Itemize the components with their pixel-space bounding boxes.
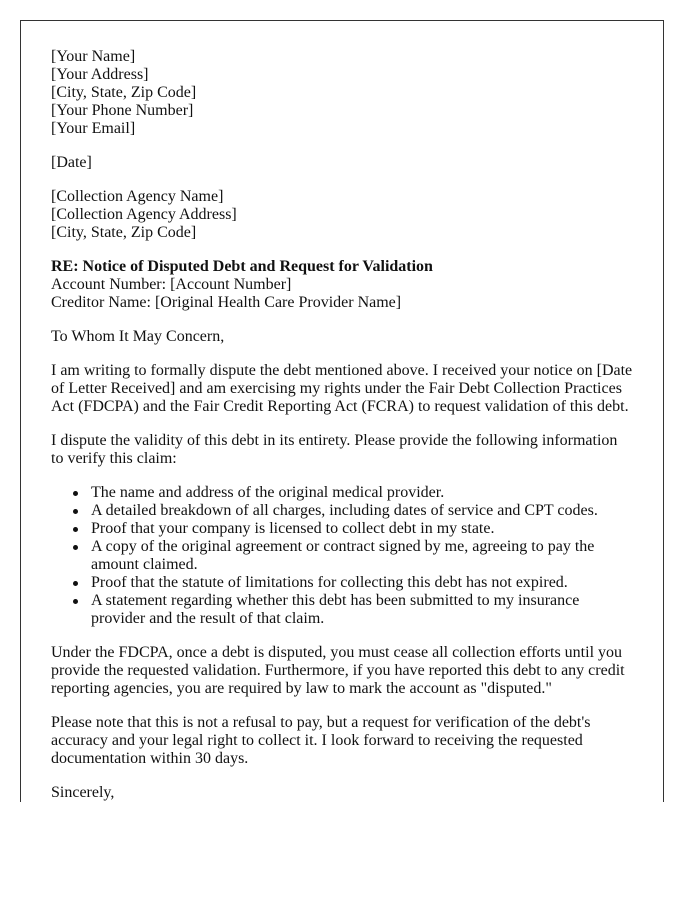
list-item	[91, 538, 633, 574]
list-item-text: A detailed breakdown of all charges, including dates of service and CPT codes.	[91, 502, 598, 519]
list-item	[91, 592, 633, 628]
closing: Sincerely,	[51, 784, 115, 801]
requests-list	[51, 484, 633, 628]
list-item-text: Proof that your company is licensed to collect debt in my state.	[91, 520, 495, 537]
sender-address: [Your Address]	[51, 66, 149, 83]
body-paragraph-1: I am writing to formally dispute the debt mentioned above. I received your notice on [Date of Letter Received] and am exercising my rights under the Fair Debt Collection Practices Act (FDCPA) and the Fair Credit Reporting Act (FCRA) to request validation of this debt.	[51, 362, 633, 415]
sender-block	[51, 48, 633, 138]
body-paragraph-2: I dispute the validity of this debt in its entirety. Please provide the following information to verify this claim:	[51, 432, 618, 467]
bullet-icon	[73, 491, 78, 496]
sender-city-state-zip: [City, State, Zip Code]	[51, 84, 197, 101]
account-number: Account Number: [Account Number]	[51, 276, 292, 293]
list-item	[91, 520, 633, 538]
bullet-icon	[73, 509, 78, 514]
recipient-name: [Collection Agency Name]	[51, 188, 224, 205]
body-paragraph-3: Under the FDCPA, once a debt is disputed, you must cease all collection efforts until you provide the requested validation. Furthermore, if you have reported this debt to any credit reporting agencies, you are required by law to mark the account as "disputed."	[51, 644, 625, 697]
letter-page	[20, 20, 664, 802]
bullet-icon	[73, 527, 78, 532]
bullet-icon	[73, 581, 78, 586]
list-item	[91, 484, 633, 502]
bullet-icon	[73, 599, 78, 604]
bullet-icon	[73, 545, 78, 550]
re-line: RE: Notice of Disputed Debt and Request for Validation	[51, 258, 433, 275]
recipient-city-state-zip: [City, State, Zip Code]	[51, 224, 197, 241]
creditor-name: Creditor Name: [Original Health Care Provider Name]	[51, 294, 402, 311]
list-item	[91, 574, 633, 592]
date-line: [Date]	[51, 154, 92, 171]
body-paragraph-4: Please note that this is not a refusal to pay, but a request for verification of the debt's accuracy and your legal right to collect it. I look forward to receiving the requested documentation within 30 days.	[51, 714, 591, 767]
sender-name: [Your Name]	[51, 48, 136, 65]
subject-block	[51, 258, 633, 312]
list-item-text: A copy of the original agreement or contract signed by me, agreeing to pay the amount claimed.	[91, 538, 595, 573]
list-item	[91, 502, 633, 520]
list-item-text: A statement regarding whether this debt has been submitted to my insurance provider and the result of that claim.	[91, 592, 580, 627]
list-item-text: Proof that the statute of limitations for collecting this debt has not expired.	[91, 574, 568, 591]
recipient-address: [Collection Agency Address]	[51, 206, 237, 223]
sender-email: [Your Email]	[51, 120, 136, 137]
list-item-text: The name and address of the original medical provider.	[91, 484, 445, 501]
salutation: To Whom It May Concern,	[51, 328, 225, 345]
sender-phone: [Your Phone Number]	[51, 102, 194, 119]
recipient-block	[51, 188, 633, 242]
